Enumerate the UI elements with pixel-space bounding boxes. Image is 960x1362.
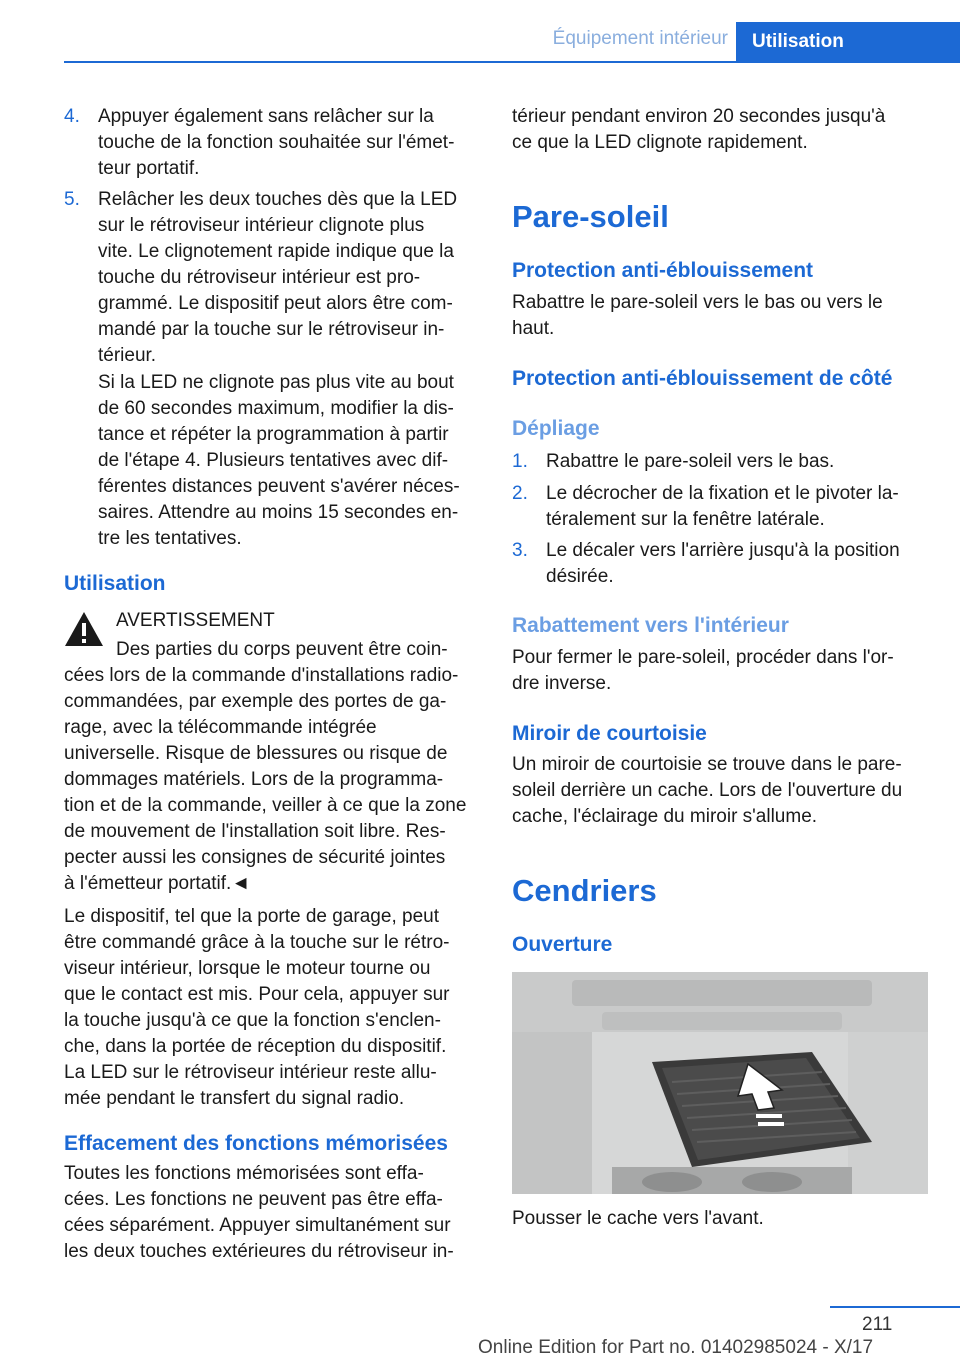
warning-title: AVERTISSEMENT — [116, 610, 275, 631]
anti-paragraph: Rabattre le pare-soleil vers le bas ou vers le haut. — [512, 292, 883, 339]
heading-protection-cote: Protection anti-éblouissement de côté — [512, 367, 893, 390]
header-section-title: Équipement intérieur — [552, 28, 728, 49]
heading-utilisation: Utilisation — [64, 572, 166, 595]
step-text: Relâcher les deux touches dès que la LED sur le rétroviseur intérieur clignote plus vite. Le clignotement rapide indique que la touche du rétroviseur intérieur est pro‐ grammé. Le dispositif peut alors être com‐ mandé par la touche sur le rétroviseur in‐ térieur. — [98, 189, 458, 366]
step-number: 3. — [512, 540, 528, 561]
footer-rule — [830, 1306, 960, 1308]
heading-pare-soleil: Pare-soleil — [512, 199, 669, 234]
header-rule — [64, 61, 960, 63]
heading-protection-anti-eblouissement: Protection anti-éblouissement — [512, 259, 814, 282]
page-number: 211 — [862, 1314, 893, 1335]
step-text: Le décaler vers l'arrière jusqu'à la position désirée. — [546, 540, 900, 587]
rabattement-paragraph: Pour fermer le pare-soleil, procéder dans l'or‐ dre inverse. — [512, 647, 894, 694]
continued-paragraph: térieur pendant environ 20 secondes jusqu'à ce que la LED clignote rapidement. — [512, 106, 886, 153]
step-text: Appuyer également sans relâcher sur la touche de la fonction souhaitée sur l'émet‐ teur portatif. — [98, 106, 455, 179]
step-5-note: Si la LED ne clignote pas plus vite au bout de 60 secondes maximum, modifier la dis‐ tance et répéter la programmation à partir de l'étape 4. Plusieurs tentatives avec dif‐ férentes distances peuvent s'avérer néces‐ saires. Attendre au moins 15 secondes en‐ tre les tentatives. — [98, 372, 460, 549]
step-number: 2. — [512, 483, 528, 504]
heading-depliage: Dépliage — [512, 417, 600, 440]
warning-triangle-icon — [64, 611, 104, 647]
edition-footer: Online Edition for Part no. 01402985024 - X/17 — [478, 1337, 874, 1358]
heading-cendriers: Cendriers — [512, 873, 657, 908]
heading-ouverture: Ouverture — [512, 933, 613, 956]
usage-paragraph: Le dispositif, tel que la porte de garage, peut être commandé grâce à la touche sur le rétro‐ viseur intérieur, lorsque le moteur tourne ou que le contact est mis. Pour cela, appuyer sur la touche jusqu'à ce que la fonction s'enclen‐ che, dans la portée de réception du dispositif. La LED sur le rétroviseur intérieur reste allu‐ mée pendant le transfert du signal radio. — [64, 906, 450, 1109]
heading-miroir: Miroir de courtoisie — [512, 722, 707, 745]
step-number: 4. — [64, 106, 80, 127]
step-text: Le décrocher de la fixation et le pivoter la‐ téralement sur la fenêtre latérale. — [546, 483, 899, 530]
warning-first-line: Des parties du corps peuvent être coin‐ — [116, 639, 448, 660]
step-number: 5. — [64, 189, 80, 210]
heading-rabattement: Rabattement vers l'intérieur — [512, 614, 789, 637]
warning-text: cées lors de la commande d'installations radio- commandées, par exemple des portes de ga‐ rage, avec la télécommande intégrée universelle. Risque de blessures ou risque de dommages matériels. Lors de la programma‐ tion et de la commande, veiller à ce que la zone de mouvement de l'installation soit libre. Res‐ pecter aussi les consignes de sécurité jointes à l'émetteur portatif.◄ — [64, 665, 467, 894]
miroir-paragraph: Un miroir de courtoisie se trouve dans le pare- soleil derrière un cache. Lors de l'ouverture du cache, l'éclairage du miroir s'allume. — [512, 754, 903, 827]
step-number: 1. — [512, 451, 528, 472]
header-tab-utilisation: Utilisation — [736, 22, 960, 62]
step-text: Rabattre le pare-soleil vers le bas. — [546, 451, 835, 472]
heading-effacement: Effacement des fonctions mémorisées — [64, 1132, 448, 1155]
ashtray-illustration — [512, 972, 928, 1194]
erase-paragraph: Toutes les fonctions mémorisées sont effa‐ cées. Les fonctions ne peuvent pas être effa‐ cées séparément. Appuyer simultanément sur les deux touches extérieures du rétroviseur in‐ — [64, 1163, 454, 1262]
figure-caption: Pousser le cache vers l'avant. — [512, 1208, 764, 1229]
